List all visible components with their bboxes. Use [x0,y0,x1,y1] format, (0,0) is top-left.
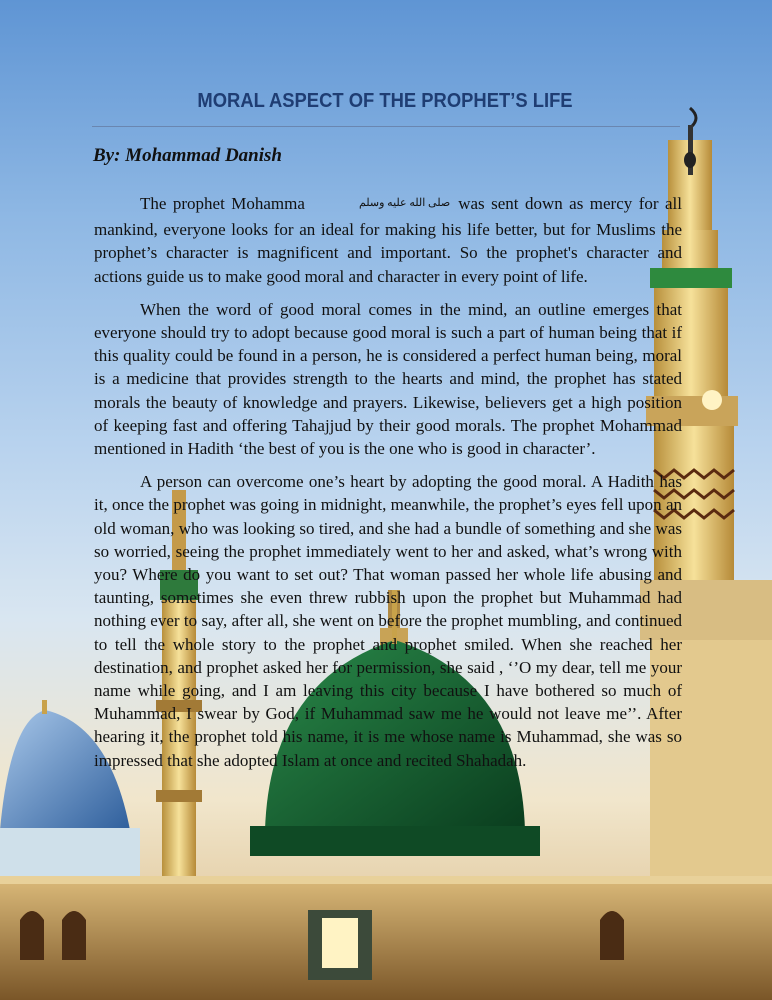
paragraph-1-rest: was sent down as mercy for all mankind, everyone looks for an ideal for making his life better, but for Muslims the prophet’s character is magnificent and important. So the prophet's character and actions guide us to make good moral and character in every point of life. [94,194,682,286]
paragraph-1 [94,192,682,288]
salutation-glyph: صلى الله عليه وسلم [358,197,451,209]
title-divider [92,126,680,127]
paragraph-3: A person can overcome one’s heart by adopting the good moral. A Hadith has it, once the prophet was going in midnight, meanwhile, the prophet’s eyes fell upon an old woman, who was looking so tired, and she had a bundle of something and she was so worried, seeing the prophet immediately went to her and asked, what’s wrong with you? Where do you want to set out? That woman passed her whole life abusing and taunting, sometimes she even threw rubbish upon the prophet but Muhammad had nothing ever to say, after all, she went on before the prophet mumbling, and continued to tell the whole story to the prophet and prophet smiled. When she reached her destination, and prophet asked her for permission, she said , ‘’O my dear, tell me your name while going, and I am leaving this city because I have bothered so much of Muhammad, I swear by God, if Muhammad saw me he would not leave me’’. After hearing it, the prophet told his name, it is me whose name is Muhammad, she was so impressed that she adopted Islam at once and recited Shahadah. [94,472,682,770]
paragraph-2: When the word of good moral comes in the mind, an outline emerges that everyone should try to adopt because good moral is such a part of human being that if this quality could be found in a person, he is considered a perfect human being, moral is a medicine that provides strength to the hearts and mind, the prophet has stated morals the beauty of knowledge and prayers. Likewise, believers get a high position of keeping fast and offering Tahajjud by their good morals. The prophet Mohammad mentioned in Hadith ‘the best of you is the one who is good in character’. [94,299,682,459]
author-byline: By: Mohammad Danish [93,145,282,166]
paragraph-1-start: The prophet Mohamma [140,194,305,213]
mosque-wall [0,876,772,1000]
article-title: MORAL ASPECT OF THE PROPHET’S LIFE [197,90,573,112]
article-body [94,192,682,782]
